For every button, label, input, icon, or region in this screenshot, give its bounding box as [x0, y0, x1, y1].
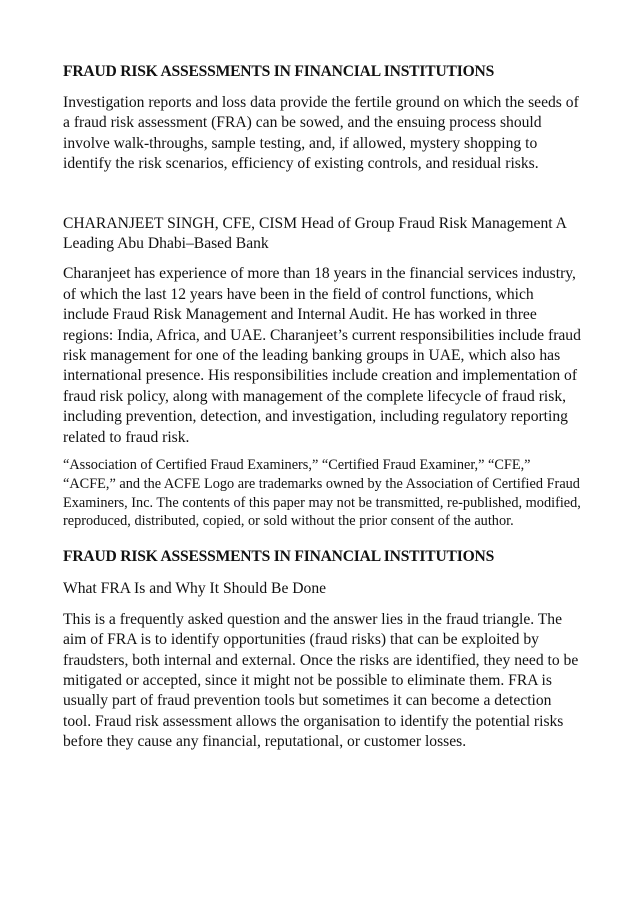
document-page — [63, 62, 583, 753]
section-subheading: What FRA Is and Why It Should Be Done — [63, 580, 327, 598]
trademark-notice: “Association of Certified Fraud Examiners,” “Certified Fraud Examiner,” “CFE,” “ACFE,” and the ACFE Logo are trademarks owned by the Association of Certified Fraud Examiners, Inc. The contents of this paper may not be transmitted, re-published, modified, reproduced, distributed, copied, or sold without the prior consent of the author. — [63, 457, 581, 530]
author-bio: Charanjeet has experience of more than 18 years in the financial services industry, of which the last 12 years have been in the field of control functions, which include Fraud Risk Management and Internal Audit. He has worked in three regions: India, Africa, and UAE. Charanjeet’s current responsibilities include fraud risk management for one of the leading banking groups in UAE, which also has international presence. His responsibilities include creation and implementation of fraud risk policy, along with management of the complete lifecycle of fraud risk, including prevention, detection, and investigation, including regulatory reporting related to fraud risk. — [63, 265, 581, 446]
author-byline: CHARANJEET SINGH, CFE, CISM Head of Group Fraud Risk Management A Leading Abu Dhabi–Based Bank — [63, 214, 567, 253]
section-heading-2: FRAUD RISK ASSESSMENTS IN FINANCIAL INSTITUTIONS — [63, 548, 495, 566]
section-body: This is a frequently asked question and the answer lies in the fraud triangle. The aim of FRA is to identify opportunities (fraud risks) that can be exploited by fraudsters, both internal and external. Once the risks are identified, they need to be mitigated or accepted, since it might not be possible to eliminate them. FRA is usually part of fraud prevention tools but sometimes it can become a detection tool. Fraud risk assessment allows the organisation to identify the potential risks before they cause any financial, reputational, or customer losses. — [63, 610, 579, 751]
intro-paragraph: Investigation reports and loss data provide the fertile ground on which the seeds of a fraud risk assessment (FRA) can be sowed, and the ensuing process should involve walk-throughs, sample testing, and, if allowed, mystery shopping to identify the risk scenarios, efficiency of existing controls, and residual risks. — [63, 94, 579, 173]
section-heading: FRAUD RISK ASSESSMENTS IN FINANCIAL INSTITUTIONS — [63, 63, 495, 80]
